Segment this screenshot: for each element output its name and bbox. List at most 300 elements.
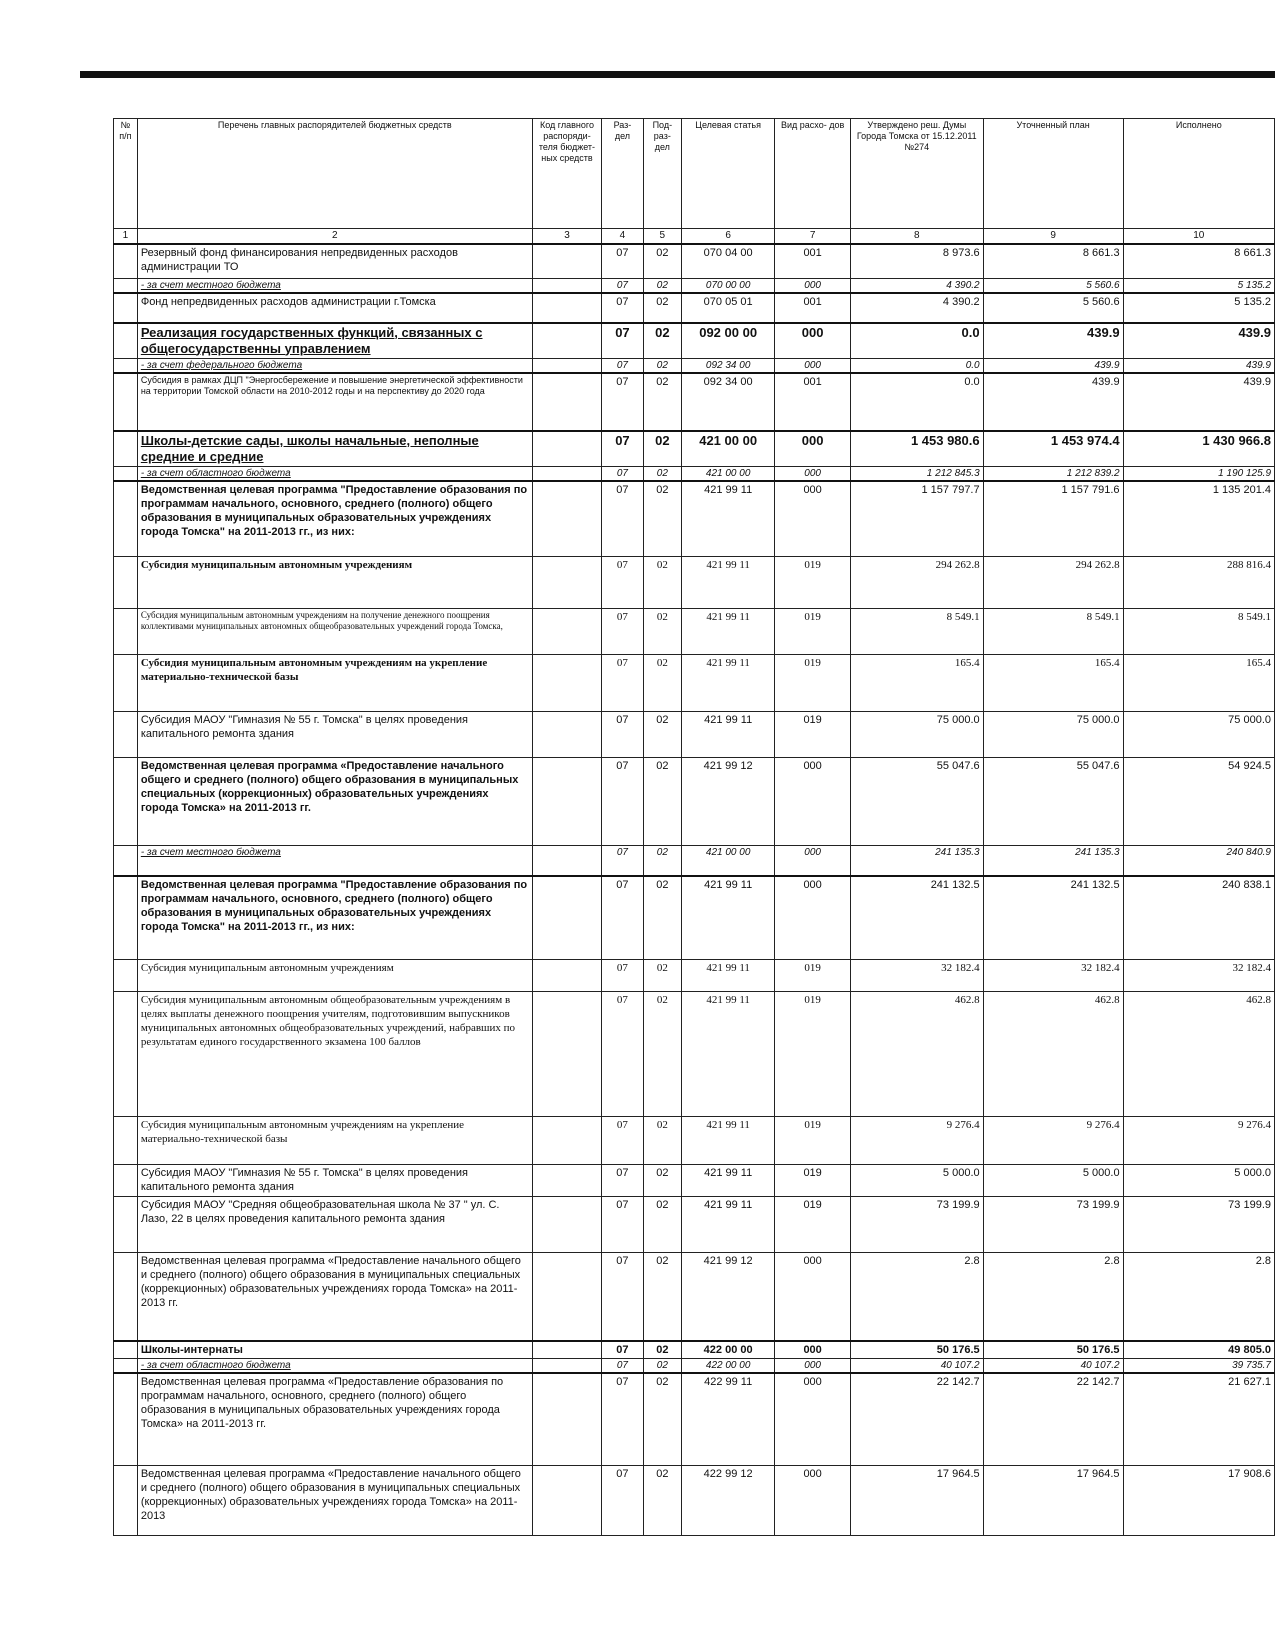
cell-approved: 2.8 <box>850 1253 983 1341</box>
cell-code <box>532 846 601 876</box>
cell-done: 439.9 <box>1123 373 1274 431</box>
cell-podrazdel: 02 <box>643 244 681 278</box>
cell-approved: 165.4 <box>850 655 983 712</box>
cell-target-article: 421 99 11 <box>682 481 775 557</box>
row-name: Фонд непредвиденных расходов администрации г.Томска <box>137 293 532 323</box>
cell-expense-type: 000 <box>775 278 851 293</box>
cell-num <box>114 293 138 323</box>
cell-approved: 462.8 <box>850 992 983 1117</box>
cell-razdel: 07 <box>602 1117 643 1165</box>
cell-target-article: 421 99 11 <box>682 1165 775 1197</box>
cell-razdel: 07 <box>602 278 643 293</box>
cell-plan: 462.8 <box>983 992 1123 1117</box>
table-row <box>114 1117 1275 1165</box>
cell-target-article: 422 00 00 <box>682 1341 775 1359</box>
cell-num <box>114 244 138 278</box>
cell-expense-type: 019 <box>775 1117 851 1165</box>
cell-podrazdel: 02 <box>643 712 681 758</box>
cell-razdel: 07 <box>602 293 643 323</box>
cell-razdel: 07 <box>602 712 643 758</box>
cell-target-article: 422 99 12 <box>682 1465 775 1535</box>
budget-table <box>113 118 1275 1536</box>
top-rule <box>80 71 1275 78</box>
cell-expense-type: 019 <box>775 609 851 655</box>
cell-done: 240 838.1 <box>1123 876 1274 960</box>
table-row <box>114 876 1275 960</box>
cell-razdel: 07 <box>602 431 643 467</box>
table-row <box>114 278 1275 293</box>
cell-num <box>114 358 138 373</box>
cell-target-article: 421 99 11 <box>682 960 775 992</box>
cell-plan: 75 000.0 <box>983 712 1123 758</box>
cell-razdel: 07 <box>602 655 643 712</box>
cell-done: 5 135.2 <box>1123 278 1274 293</box>
cell-podrazdel: 02 <box>643 609 681 655</box>
row-name: Субсидия муниципальным автономным учреждениям <box>137 960 532 992</box>
cell-plan: 439.9 <box>983 358 1123 373</box>
cell-plan: 439.9 <box>983 323 1123 359</box>
cell-razdel: 07 <box>602 1373 643 1465</box>
cell-done: 1 190 125.9 <box>1123 466 1274 481</box>
cell-razdel: 07 <box>602 1165 643 1197</box>
col-header-type: Вид расхо- дов <box>775 119 851 229</box>
cell-approved: 241 132.5 <box>850 876 983 960</box>
cell-done: 8 661.3 <box>1123 244 1274 278</box>
cell-podrazdel: 02 <box>643 293 681 323</box>
cell-expense-type: 001 <box>775 293 851 323</box>
cell-plan: 73 199.9 <box>983 1197 1123 1253</box>
cell-target-article: 421 99 11 <box>682 992 775 1117</box>
cell-approved: 1 453 980.6 <box>850 431 983 467</box>
cell-plan: 17 964.5 <box>983 1465 1123 1535</box>
cell-done: 2.8 <box>1123 1253 1274 1341</box>
cell-plan: 241 132.5 <box>983 876 1123 960</box>
col-number: 2 <box>137 229 532 245</box>
cell-target-article: 421 99 12 <box>682 1253 775 1341</box>
cell-num <box>114 373 138 431</box>
col-number: 5 <box>643 229 681 245</box>
cell-target-article: 421 99 12 <box>682 758 775 846</box>
cell-num <box>114 278 138 293</box>
cell-num <box>114 466 138 481</box>
cell-expense-type: 000 <box>775 1465 851 1535</box>
cell-done: 9 276.4 <box>1123 1117 1274 1165</box>
cell-approved: 1 157 797.7 <box>850 481 983 557</box>
cell-target-article: 421 99 11 <box>682 712 775 758</box>
row-name: - за счет областного бюджета <box>137 466 532 481</box>
cell-num <box>114 431 138 467</box>
row-name: Реализация государственных функций, связанных с общегосударственны управлением <box>137 323 532 359</box>
row-name: Субсидия в рамках ДЦП "Энергосбережение и повышение энергетической эффективности на территории Томской области на 2010-2012 годы и на перспективу до 2020 года <box>137 373 532 431</box>
cell-done: 288 816.4 <box>1123 557 1274 609</box>
row-name: Школы-интернаты <box>137 1341 532 1359</box>
col-header-plan: Уточненный план <box>983 119 1123 229</box>
cell-podrazdel: 02 <box>643 960 681 992</box>
cell-podrazdel: 02 <box>643 373 681 431</box>
cell-approved: 4 390.2 <box>850 278 983 293</box>
cell-expense-type: 019 <box>775 992 851 1117</box>
cell-podrazdel: 02 <box>643 1253 681 1341</box>
table-row <box>114 431 1275 467</box>
cell-code <box>532 1373 601 1465</box>
cell-podrazdel: 02 <box>643 466 681 481</box>
table-row <box>114 244 1275 278</box>
col-header-razdel: Раз- дел <box>602 119 643 229</box>
cell-num <box>114 846 138 876</box>
cell-code <box>532 293 601 323</box>
cell-plan: 8 661.3 <box>983 244 1123 278</box>
row-name: - за счет областного бюджета <box>137 1359 532 1374</box>
cell-expense-type: 000 <box>775 358 851 373</box>
cell-expense-type: 000 <box>775 758 851 846</box>
cell-target-article: 421 99 11 <box>682 1197 775 1253</box>
cell-razdel: 07 <box>602 466 643 481</box>
cell-razdel: 07 <box>602 481 643 557</box>
cell-razdel: 07 <box>602 1253 643 1341</box>
cell-code <box>532 481 601 557</box>
cell-plan: 1 453 974.4 <box>983 431 1123 467</box>
cell-done: 462.8 <box>1123 992 1274 1117</box>
row-name: Субсидия МАОУ "Гимназия № 55 г. Томска" в целях проведения капитального ремонта здания <box>137 1165 532 1197</box>
cell-num <box>114 1359 138 1374</box>
table-row <box>114 323 1275 359</box>
header-row <box>114 119 1275 229</box>
cell-num <box>114 1253 138 1341</box>
col-number: 3 <box>532 229 601 245</box>
cell-num <box>114 960 138 992</box>
cell-expense-type: 019 <box>775 557 851 609</box>
cell-target-article: 070 04 00 <box>682 244 775 278</box>
cell-num <box>114 1165 138 1197</box>
cell-plan: 40 107.2 <box>983 1359 1123 1374</box>
cell-approved: 9 276.4 <box>850 1117 983 1165</box>
col-header-podrazdel: Под- раз- дел <box>643 119 681 229</box>
cell-podrazdel: 02 <box>643 1117 681 1165</box>
cell-plan: 22 142.7 <box>983 1373 1123 1465</box>
row-name: Ведомственная целевая программа «Предоставление начального общего и среднего (полного) общего образования в муниципальных специальных (коррекционных) образовательных учреждениях города Томска» на 2011-2013 гг. <box>137 758 532 846</box>
cell-done: 439.9 <box>1123 358 1274 373</box>
col-header-target: Целевая статья <box>682 119 775 229</box>
cell-expense-type: 019 <box>775 712 851 758</box>
cell-approved: 5 000.0 <box>850 1165 983 1197</box>
cell-approved: 8 973.6 <box>850 244 983 278</box>
col-header-code: Код главного распоряди- теля бюджет- ных средств <box>532 119 601 229</box>
cell-plan: 439.9 <box>983 373 1123 431</box>
cell-done: 240 840.9 <box>1123 846 1274 876</box>
cell-expense-type: 000 <box>775 1373 851 1465</box>
cell-approved: 241 135.3 <box>850 846 983 876</box>
cell-done: 54 924.5 <box>1123 758 1274 846</box>
cell-expense-type: 019 <box>775 1165 851 1197</box>
cell-podrazdel: 02 <box>643 1373 681 1465</box>
col-header-num: № п/п <box>114 119 138 229</box>
row-name: Ведомственная целевая программа «Предоставление начального общего и среднего (полного) общего образования в муниципальных специальных (коррекционных) образовательных учреждениях города Томска» на 2011-2013 <box>137 1465 532 1535</box>
cell-podrazdel: 02 <box>643 846 681 876</box>
cell-podrazdel: 02 <box>643 992 681 1117</box>
cell-razdel: 07 <box>602 758 643 846</box>
cell-razdel: 07 <box>602 876 643 960</box>
cell-approved: 0.0 <box>850 323 983 359</box>
cell-target-article: 070 00 00 <box>682 278 775 293</box>
cell-num <box>114 1197 138 1253</box>
cell-approved: 50 176.5 <box>850 1341 983 1359</box>
cell-num <box>114 758 138 846</box>
cell-code <box>532 960 601 992</box>
cell-expense-type: 019 <box>775 655 851 712</box>
row-name: Субсидия МАОУ "Средняя общеобразовательная школа № 37 " ул. С. Лазо, 22 в целях проведения капитального ремонта здания <box>137 1197 532 1253</box>
cell-plan: 50 176.5 <box>983 1341 1123 1359</box>
cell-expense-type: 000 <box>775 466 851 481</box>
cell-approved: 22 142.7 <box>850 1373 983 1465</box>
cell-approved: 40 107.2 <box>850 1359 983 1374</box>
table-row <box>114 846 1275 876</box>
table-row <box>114 712 1275 758</box>
row-name: Ведомственная целевая программа "Предоставление образования по программам начального, основного, среднего (полного) общего образования в муниципальных образовательных учреждениях города Томска" на 2011-2013 гг., из них: <box>137 876 532 960</box>
cell-num <box>114 1341 138 1359</box>
cell-approved: 55 047.6 <box>850 758 983 846</box>
cell-done: 1 430 966.8 <box>1123 431 1274 467</box>
col-number: 1 <box>114 229 138 245</box>
cell-podrazdel: 02 <box>643 1197 681 1253</box>
cell-plan: 294 262.8 <box>983 557 1123 609</box>
cell-expense-type: 000 <box>775 1341 851 1359</box>
row-name: Субсидия муниципальным автономным учреждениям на получение денежного поощрения коллективами муниципальных автономных общеобразовательных учреждений города Томска, <box>137 609 532 655</box>
cell-code <box>532 609 601 655</box>
cell-done: 39 735.7 <box>1123 1359 1274 1374</box>
cell-razdel: 07 <box>602 960 643 992</box>
row-name: Школы-детские сады, школы начальные, неполные средние и средние <box>137 431 532 467</box>
cell-expense-type: 001 <box>775 373 851 431</box>
table-row <box>114 609 1275 655</box>
table-row <box>114 1197 1275 1253</box>
row-name: Субсидия МАОУ "Гимназия № 55 г. Томска" в целях проведения капитального ремонта здания <box>137 712 532 758</box>
table-row <box>114 1465 1275 1535</box>
cell-expense-type: 001 <box>775 244 851 278</box>
table-row <box>114 960 1275 992</box>
cell-razdel: 07 <box>602 992 643 1117</box>
cell-approved: 8 549.1 <box>850 609 983 655</box>
cell-code <box>532 1165 601 1197</box>
cell-code <box>532 431 601 467</box>
cell-approved: 1 212 845.3 <box>850 466 983 481</box>
cell-done: 5 135.2 <box>1123 293 1274 323</box>
cell-approved: 0.0 <box>850 358 983 373</box>
cell-num <box>114 609 138 655</box>
cell-plan: 5 560.6 <box>983 293 1123 323</box>
cell-code <box>532 373 601 431</box>
cell-plan: 5 560.6 <box>983 278 1123 293</box>
row-name: - за счет местного бюджета <box>137 846 532 876</box>
table-row <box>114 293 1275 323</box>
cell-code <box>532 655 601 712</box>
cell-expense-type: 019 <box>775 1197 851 1253</box>
table-row <box>114 466 1275 481</box>
cell-razdel: 07 <box>602 323 643 359</box>
cell-razdel: 07 <box>602 1359 643 1374</box>
row-name: Субсидия муниципальным автономным учреждениям на укрепление материально-технической базы <box>137 655 532 712</box>
cell-code <box>532 1253 601 1341</box>
cell-target-article: 422 99 11 <box>682 1373 775 1465</box>
cell-expense-type: 000 <box>775 431 851 467</box>
row-name: Ведомственная целевая программа «Предоставление начального общего и среднего (полного) общего образования в муниципальных специальных (коррекционных) образовательных учреждениях города Томска» на 2011-2013 гг. <box>137 1253 532 1341</box>
cell-plan: 32 182.4 <box>983 960 1123 992</box>
cell-num <box>114 1373 138 1465</box>
cell-code <box>532 1359 601 1374</box>
cell-approved: 32 182.4 <box>850 960 983 992</box>
cell-podrazdel: 02 <box>643 876 681 960</box>
cell-podrazdel: 02 <box>643 1465 681 1535</box>
cell-code <box>532 244 601 278</box>
cell-done: 75 000.0 <box>1123 712 1274 758</box>
cell-target-article: 421 99 11 <box>682 655 775 712</box>
cell-razdel: 07 <box>602 1465 643 1535</box>
cell-target-article: 092 00 00 <box>682 323 775 359</box>
cell-done: 32 182.4 <box>1123 960 1274 992</box>
cell-approved: 75 000.0 <box>850 712 983 758</box>
cell-target-article: 421 99 11 <box>682 876 775 960</box>
cell-code <box>532 758 601 846</box>
cell-num <box>114 1117 138 1165</box>
cell-razdel: 07 <box>602 358 643 373</box>
cell-num <box>114 557 138 609</box>
table-row <box>114 358 1275 373</box>
cell-podrazdel: 02 <box>643 431 681 467</box>
cell-approved: 294 262.8 <box>850 557 983 609</box>
cell-razdel: 07 <box>602 1341 643 1359</box>
col-number: 8 <box>850 229 983 245</box>
cell-num <box>114 655 138 712</box>
col-header-done: Исполнено <box>1123 119 1274 229</box>
cell-done: 8 549.1 <box>1123 609 1274 655</box>
cell-num <box>114 712 138 758</box>
cell-num <box>114 992 138 1117</box>
col-number: 6 <box>682 229 775 245</box>
cell-podrazdel: 02 <box>643 1359 681 1374</box>
cell-done: 49 805.0 <box>1123 1341 1274 1359</box>
col-number: 10 <box>1123 229 1274 245</box>
cell-done: 1 135 201.4 <box>1123 481 1274 557</box>
cell-razdel: 07 <box>602 609 643 655</box>
cell-expense-type: 019 <box>775 960 851 992</box>
table-row <box>114 1373 1275 1465</box>
cell-expense-type: 000 <box>775 481 851 557</box>
col-number: 9 <box>983 229 1123 245</box>
cell-approved: 73 199.9 <box>850 1197 983 1253</box>
cell-expense-type: 000 <box>775 846 851 876</box>
col-header-approved: Утверждено реш. Думы Города Томска от 15.12.2011 №274 <box>850 119 983 229</box>
cell-code <box>532 1465 601 1535</box>
cell-target-article: 422 00 00 <box>682 1359 775 1374</box>
cell-podrazdel: 02 <box>643 278 681 293</box>
cell-plan: 8 549.1 <box>983 609 1123 655</box>
row-name: Резервный фонд финансирования непредвиденных расходов администрации ТО <box>137 244 532 278</box>
row-name: Субсидия муниципальным автономным общеобразовательным учреждениям в целях выплаты денежного поощрения учителям, подготовившим выпускников муниципальных автономных общеобразовательных учреждений, набравших по результатам единого государственного экзамена 100 баллов <box>137 992 532 1117</box>
cell-done: 73 199.9 <box>1123 1197 1274 1253</box>
cell-plan: 9 276.4 <box>983 1117 1123 1165</box>
table-row <box>114 992 1275 1117</box>
table-row <box>114 373 1275 431</box>
cell-target-article: 421 99 11 <box>682 609 775 655</box>
cell-plan: 1 212 839.2 <box>983 466 1123 481</box>
table-row <box>114 481 1275 557</box>
cell-code <box>532 278 601 293</box>
cell-num <box>114 1465 138 1535</box>
cell-code <box>532 1197 601 1253</box>
cell-num <box>114 481 138 557</box>
cell-num <box>114 876 138 960</box>
col-header-name: Перечень главных распорядителей бюджетных средств <box>137 119 532 229</box>
cell-podrazdel: 02 <box>643 1341 681 1359</box>
row-name: - за счет федерального бюджета <box>137 358 532 373</box>
cell-plan: 5 000.0 <box>983 1165 1123 1197</box>
col-number: 7 <box>775 229 851 245</box>
cell-podrazdel: 02 <box>643 655 681 712</box>
cell-expense-type: 000 <box>775 1253 851 1341</box>
row-name: Субсидия муниципальным автономным учреждениям <box>137 557 532 609</box>
cell-code <box>532 323 601 359</box>
cell-done: 439.9 <box>1123 323 1274 359</box>
cell-razdel: 07 <box>602 1197 643 1253</box>
cell-code <box>532 992 601 1117</box>
cell-plan: 241 135.3 <box>983 846 1123 876</box>
cell-approved: 17 964.5 <box>850 1465 983 1535</box>
cell-podrazdel: 02 <box>643 557 681 609</box>
row-name: Ведомственная целевая программа "Предоставление образования по программам начального, основного, среднего (полного) общего образования в муниципальных образовательных учреждениях города Томска" на 2011-2013 гг., из них: <box>137 481 532 557</box>
cell-code <box>532 712 601 758</box>
row-name: - за счет местного бюджета <box>137 278 532 293</box>
cell-target-article: 421 99 11 <box>682 1117 775 1165</box>
cell-approved: 4 390.2 <box>850 293 983 323</box>
cell-code <box>532 358 601 373</box>
table-row <box>114 557 1275 609</box>
cell-podrazdel: 02 <box>643 358 681 373</box>
cell-expense-type: 000 <box>775 1359 851 1374</box>
cell-code <box>532 466 601 481</box>
cell-done: 21 627.1 <box>1123 1373 1274 1465</box>
cell-target-article: 421 00 00 <box>682 466 775 481</box>
cell-podrazdel: 02 <box>643 323 681 359</box>
table-row <box>114 758 1275 846</box>
cell-razdel: 07 <box>602 244 643 278</box>
table-row <box>114 1253 1275 1341</box>
row-name: Субсидия муниципальным автономным учреждениям на укрепление материально-технической базы <box>137 1117 532 1165</box>
row-name: Ведомственная целевая программа «Предоставление образования по программам начального, основного, среднего (полного) общего образования в муниципальных образовательных учреждениях города Томска» на 2011-2013 гг. <box>137 1373 532 1465</box>
cell-target-article: 421 99 11 <box>682 557 775 609</box>
column-number-row <box>114 229 1275 245</box>
cell-podrazdel: 02 <box>643 1165 681 1197</box>
table-row <box>114 655 1275 712</box>
cell-plan: 1 157 791.6 <box>983 481 1123 557</box>
cell-plan: 55 047.6 <box>983 758 1123 846</box>
cell-target-article: 421 00 00 <box>682 846 775 876</box>
cell-razdel: 07 <box>602 373 643 431</box>
cell-done: 165.4 <box>1123 655 1274 712</box>
cell-podrazdel: 02 <box>643 758 681 846</box>
cell-target-article: 070 05 01 <box>682 293 775 323</box>
cell-razdel: 07 <box>602 557 643 609</box>
cell-num <box>114 323 138 359</box>
cell-approved: 0.0 <box>850 373 983 431</box>
cell-code <box>532 1117 601 1165</box>
cell-target-article: 421 00 00 <box>682 431 775 467</box>
cell-target-article: 092 34 00 <box>682 373 775 431</box>
cell-done: 17 908.6 <box>1123 1465 1274 1535</box>
cell-code <box>532 876 601 960</box>
table-row <box>114 1359 1275 1374</box>
cell-code <box>532 1341 601 1359</box>
cell-done: 5 000.0 <box>1123 1165 1274 1197</box>
cell-expense-type: 000 <box>775 876 851 960</box>
